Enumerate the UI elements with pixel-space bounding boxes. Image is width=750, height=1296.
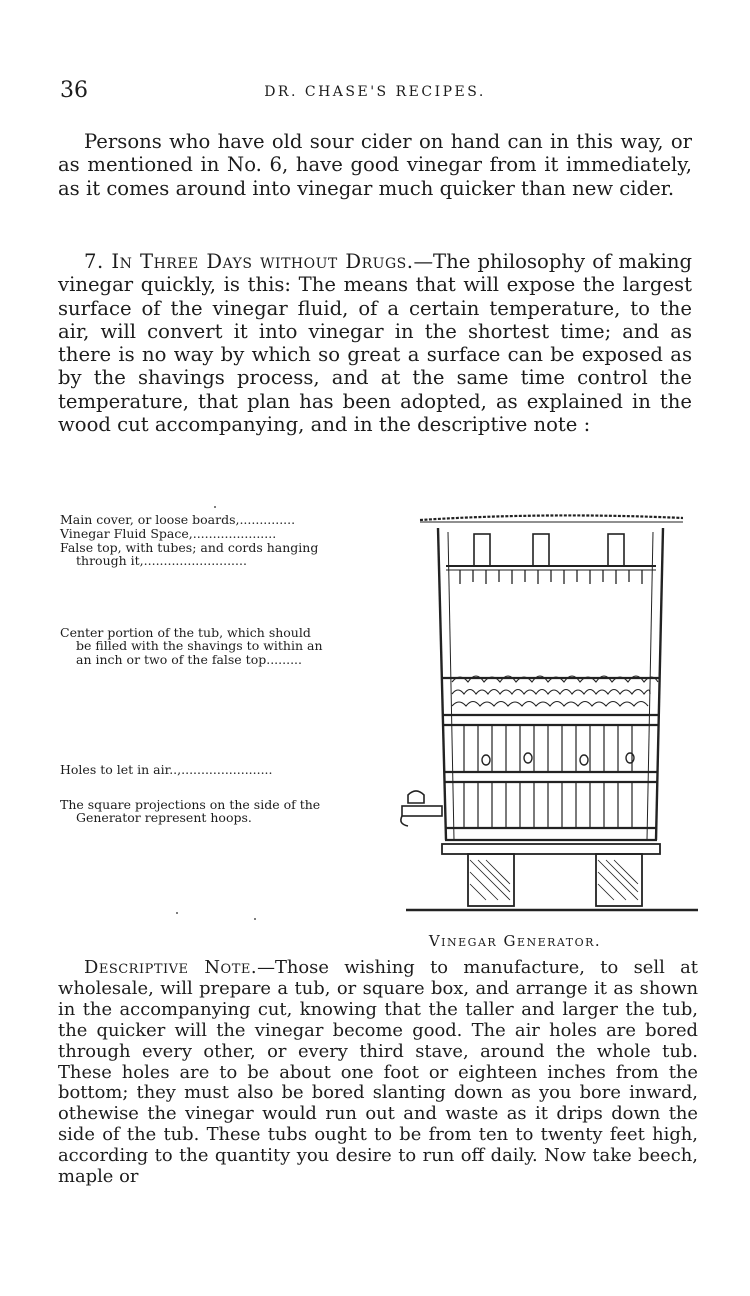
note-heading: Descriptive Note.: [84, 957, 258, 978]
label-false-top-line1: False top, with tubes; and cords hanging: [60, 540, 319, 555]
figure-caption: Vinegar Generator.: [428, 932, 602, 950]
note-body: —Those wishing to manufacture, to sell at wholesale, will prepare a tub, or square box, and arrange it as shown in the accompanying cut, knowing that the taller and larger the tub, the quicker will the vinegar become good. The air holes are bored through every other, or every third stave, around the whole tub. These holes are to be about one foot or eighteen inches from the bottom; they must also be bored slanting down as you bore inward, othewise the vinegar would run out and waste as it drips down the side of the tub. These tubs ought to be from ten to twenty feet high, according to the quantity you desire to run off daily. Now take beech, maple or: [58, 957, 698, 1188]
shavings: [452, 676, 658, 706]
air-holes: [482, 753, 634, 765]
running-head: DR. CHASE'S RECIPES.: [264, 84, 486, 100]
label-center-portion: [60, 626, 405, 666]
label-square-line1: The square projections on the side of the: [60, 797, 321, 812]
page-number: 36: [60, 78, 88, 103]
tub-left-wall: [438, 528, 446, 840]
ink-speck: [254, 918, 256, 920]
label-center-line1: Center portion of the tub, which should: [60, 625, 311, 640]
label-square-line2: Generator represent hoops.: [76, 810, 252, 826]
hanging-cords: [460, 570, 642, 584]
vinegar-generator-illustration: [398, 510, 700, 920]
staves: [464, 725, 632, 828]
false-top-tubes: [474, 534, 624, 566]
label-center-line2: be filled with the shavings to within an: [76, 638, 323, 654]
spigot-tap: [401, 791, 442, 826]
ink-speck: [176, 912, 178, 914]
label-holes: Holes to let in air..,.......................: [60, 762, 273, 777]
paragraph-three-days: [58, 250, 692, 436]
label-center-line3: an inch or two of the false top.........: [76, 651, 302, 667]
recipe-heading: 7. In Three Days without Drugs.: [84, 250, 414, 273]
tub-right-wall: [656, 528, 663, 840]
main-cover-boards: [420, 515, 683, 520]
recipe-body: —The philosophy of making vinegar quickly, is this: The means that will expose the largest surface of the vinegar fluid, of a certain temperature, to the air, will convert it into vinegar in the shortest time; and as there is no way by which so great a surface can be exposed as by the shavings process, and at the same time control the temperature, that plan has been adopted, as explained in the wood cut accompanying, and in the descriptive note :: [58, 250, 692, 437]
label-vinegar-fluid: Vinegar Fluid Space,.....................: [60, 526, 277, 541]
ink-speck: [214, 506, 216, 508]
label-square-projections: [60, 798, 405, 825]
label-main-cover: Main cover, or loose boards,..............: [60, 512, 296, 527]
page-header: [0, 78, 750, 108]
descriptive-note: [58, 958, 698, 1188]
label-false-top: [60, 541, 405, 568]
label-false-top-line2: through it,..........................: [76, 553, 247, 569]
paragraph-sour-cider: Persons who have old sour cider on hand can in this way, or as mentioned in No. 6, have good vinegar from it immediately, as it comes around into vinegar much quicker than new cider.: [58, 130, 692, 200]
base-stand: [406, 844, 698, 910]
